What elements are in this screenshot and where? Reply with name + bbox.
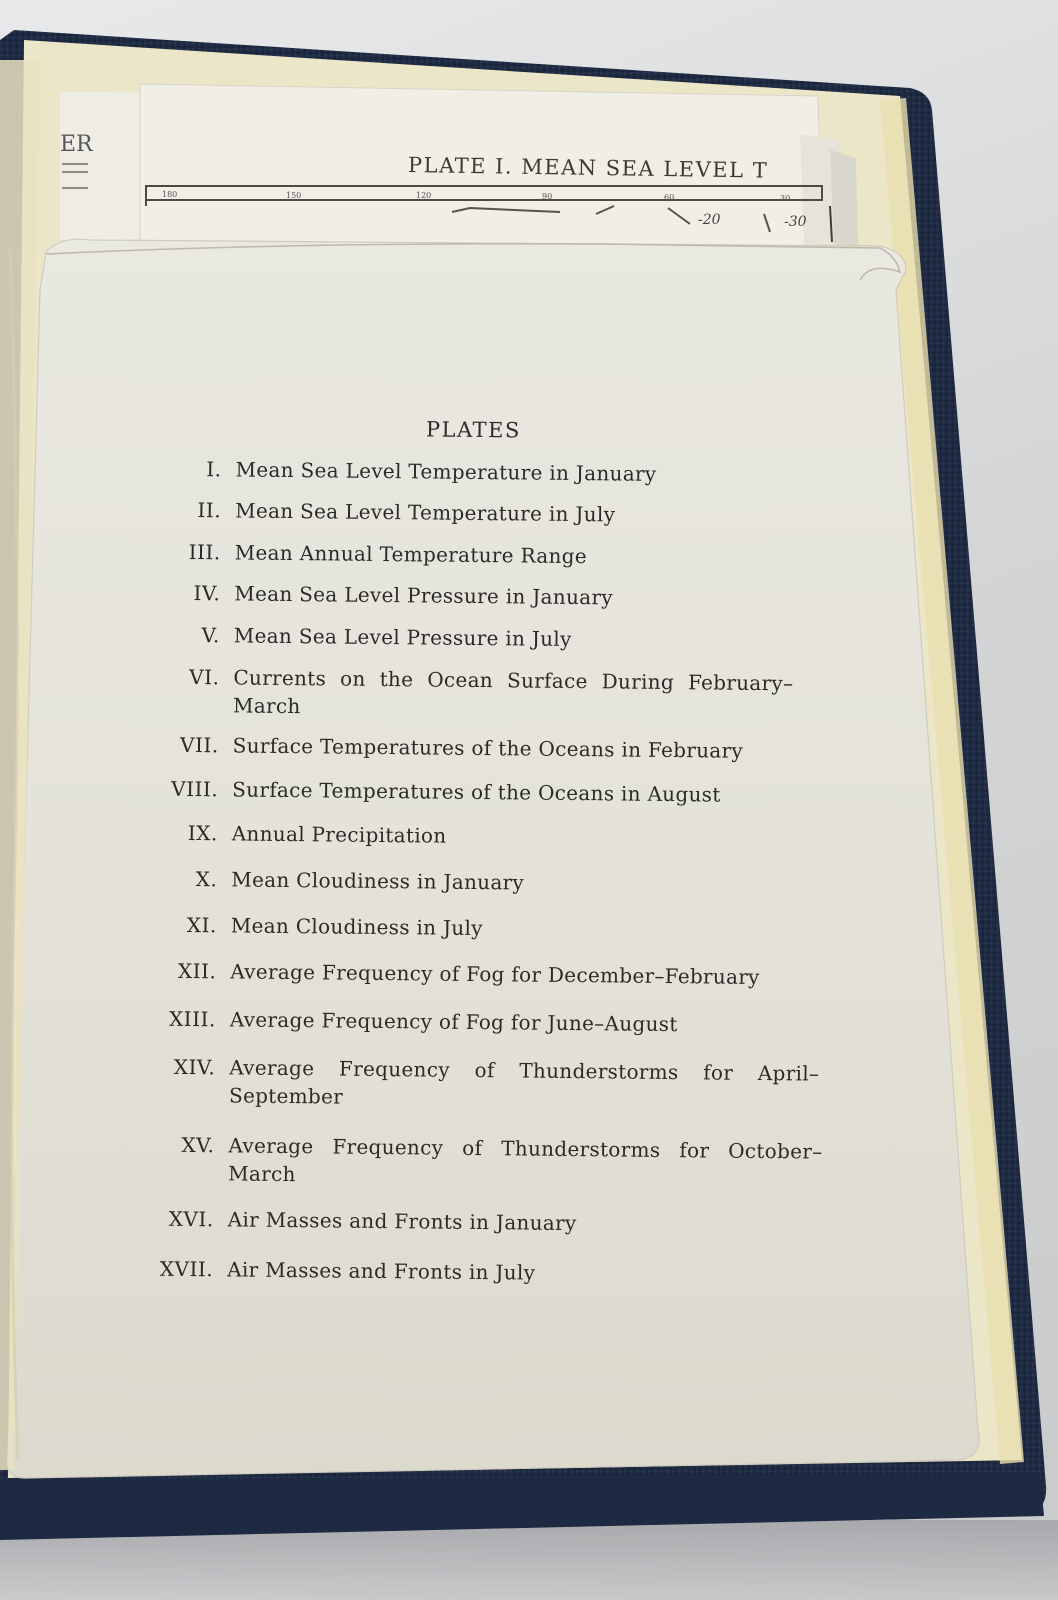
map-fragment: -20 bbox=[698, 212, 721, 228]
plate-entry bbox=[0, 1129, 1051, 1187]
scale-tick: 150 bbox=[286, 191, 302, 200]
plate-numeral: XV. bbox=[181, 1132, 215, 1158]
plate-entry bbox=[0, 909, 1053, 941]
plate-title: Mean Cloudiness in January bbox=[231, 867, 525, 895]
plate-entry bbox=[0, 817, 1054, 848]
plate-title: Mean Sea Level Pressure in July bbox=[233, 623, 572, 651]
plate-numeral: IX. bbox=[187, 820, 218, 846]
plate-entry bbox=[0, 863, 1053, 895]
plate-title: Currents on the Ocean Surface During February–March bbox=[232, 665, 794, 719]
plate-numeral: XIV. bbox=[173, 1054, 216, 1080]
plate-title: Average Frequency of Fog for June–August bbox=[229, 1007, 678, 1037]
plate-title: Air Masses and Fronts in January bbox=[227, 1207, 577, 1236]
plates-heading: PLATES bbox=[425, 417, 521, 443]
plate-title: Average Frequency of Fog for December–February bbox=[230, 959, 760, 989]
map-fragment: -30 bbox=[784, 214, 807, 230]
plate-numeral: I. bbox=[206, 457, 222, 482]
plate-entry bbox=[0, 494, 1057, 527]
plate-title: Annual Precipitation bbox=[231, 821, 447, 848]
plate-title: Mean Sea Level Pressure in January bbox=[234, 581, 614, 610]
plate-title: Mean Cloudiness in July bbox=[230, 913, 483, 941]
plate-title: Surface Temperatures of the Oceans in August bbox=[232, 777, 721, 807]
plate-entry bbox=[0, 619, 1056, 651]
scale-tick: 180 bbox=[162, 190, 178, 199]
plate-entry bbox=[0, 1003, 1052, 1037]
plate-title: Average Frequency of Thunderstorms for October–March bbox=[228, 1133, 823, 1187]
plate-numeral: III. bbox=[188, 539, 221, 565]
plate-numeral: VI. bbox=[189, 664, 220, 690]
plate-entry bbox=[0, 729, 1055, 763]
plate-entry bbox=[0, 661, 1055, 719]
scale-tick: 90 bbox=[542, 192, 553, 201]
plate-title: Average Frequency of Thunderstorms for April–September bbox=[228, 1055, 820, 1109]
scale-tick: 60 bbox=[664, 193, 675, 202]
plate-numeral: XII. bbox=[177, 958, 217, 984]
plate-entry bbox=[0, 453, 1058, 486]
plate-entry bbox=[0, 1051, 1051, 1109]
plate-entry bbox=[0, 1203, 1050, 1236]
plate-numeral: IV. bbox=[193, 581, 221, 606]
plate-numeral: II. bbox=[197, 498, 222, 523]
plate-numeral: XVI. bbox=[168, 1206, 214, 1232]
plate-numeral: XVII. bbox=[159, 1256, 214, 1282]
scale-tick: 120 bbox=[416, 191, 432, 200]
plate-numeral: X. bbox=[195, 867, 218, 892]
plate-entry bbox=[0, 536, 1057, 569]
scale-tick: 30 bbox=[780, 194, 791, 203]
plate-title: Surface Temperatures of the Oceans in February bbox=[232, 733, 744, 763]
plate-entry bbox=[0, 955, 1052, 989]
plate-entry bbox=[0, 577, 1056, 610]
plate-numeral: V. bbox=[201, 623, 220, 648]
plate-numeral: VII. bbox=[179, 732, 219, 758]
plate-title: Mean Sea Level Temperature in January bbox=[235, 457, 657, 486]
plate-title: Mean Annual Temperature Range bbox=[234, 540, 588, 569]
plate-numeral: VIII. bbox=[171, 776, 219, 802]
plate-title: Mean Sea Level Temperature in July bbox=[235, 498, 616, 527]
plate-header-text: PLATE I. MEAN SEA LEVEL T bbox=[407, 153, 769, 183]
spine-fragment: ER bbox=[60, 132, 93, 157]
plate-numeral: XI. bbox=[186, 912, 217, 938]
plate-numeral: XIII. bbox=[168, 1006, 216, 1032]
plate-entry bbox=[0, 773, 1054, 807]
plate-title: Air Masses and Fronts in July bbox=[227, 1257, 536, 1285]
plate-entry bbox=[0, 1253, 1049, 1285]
